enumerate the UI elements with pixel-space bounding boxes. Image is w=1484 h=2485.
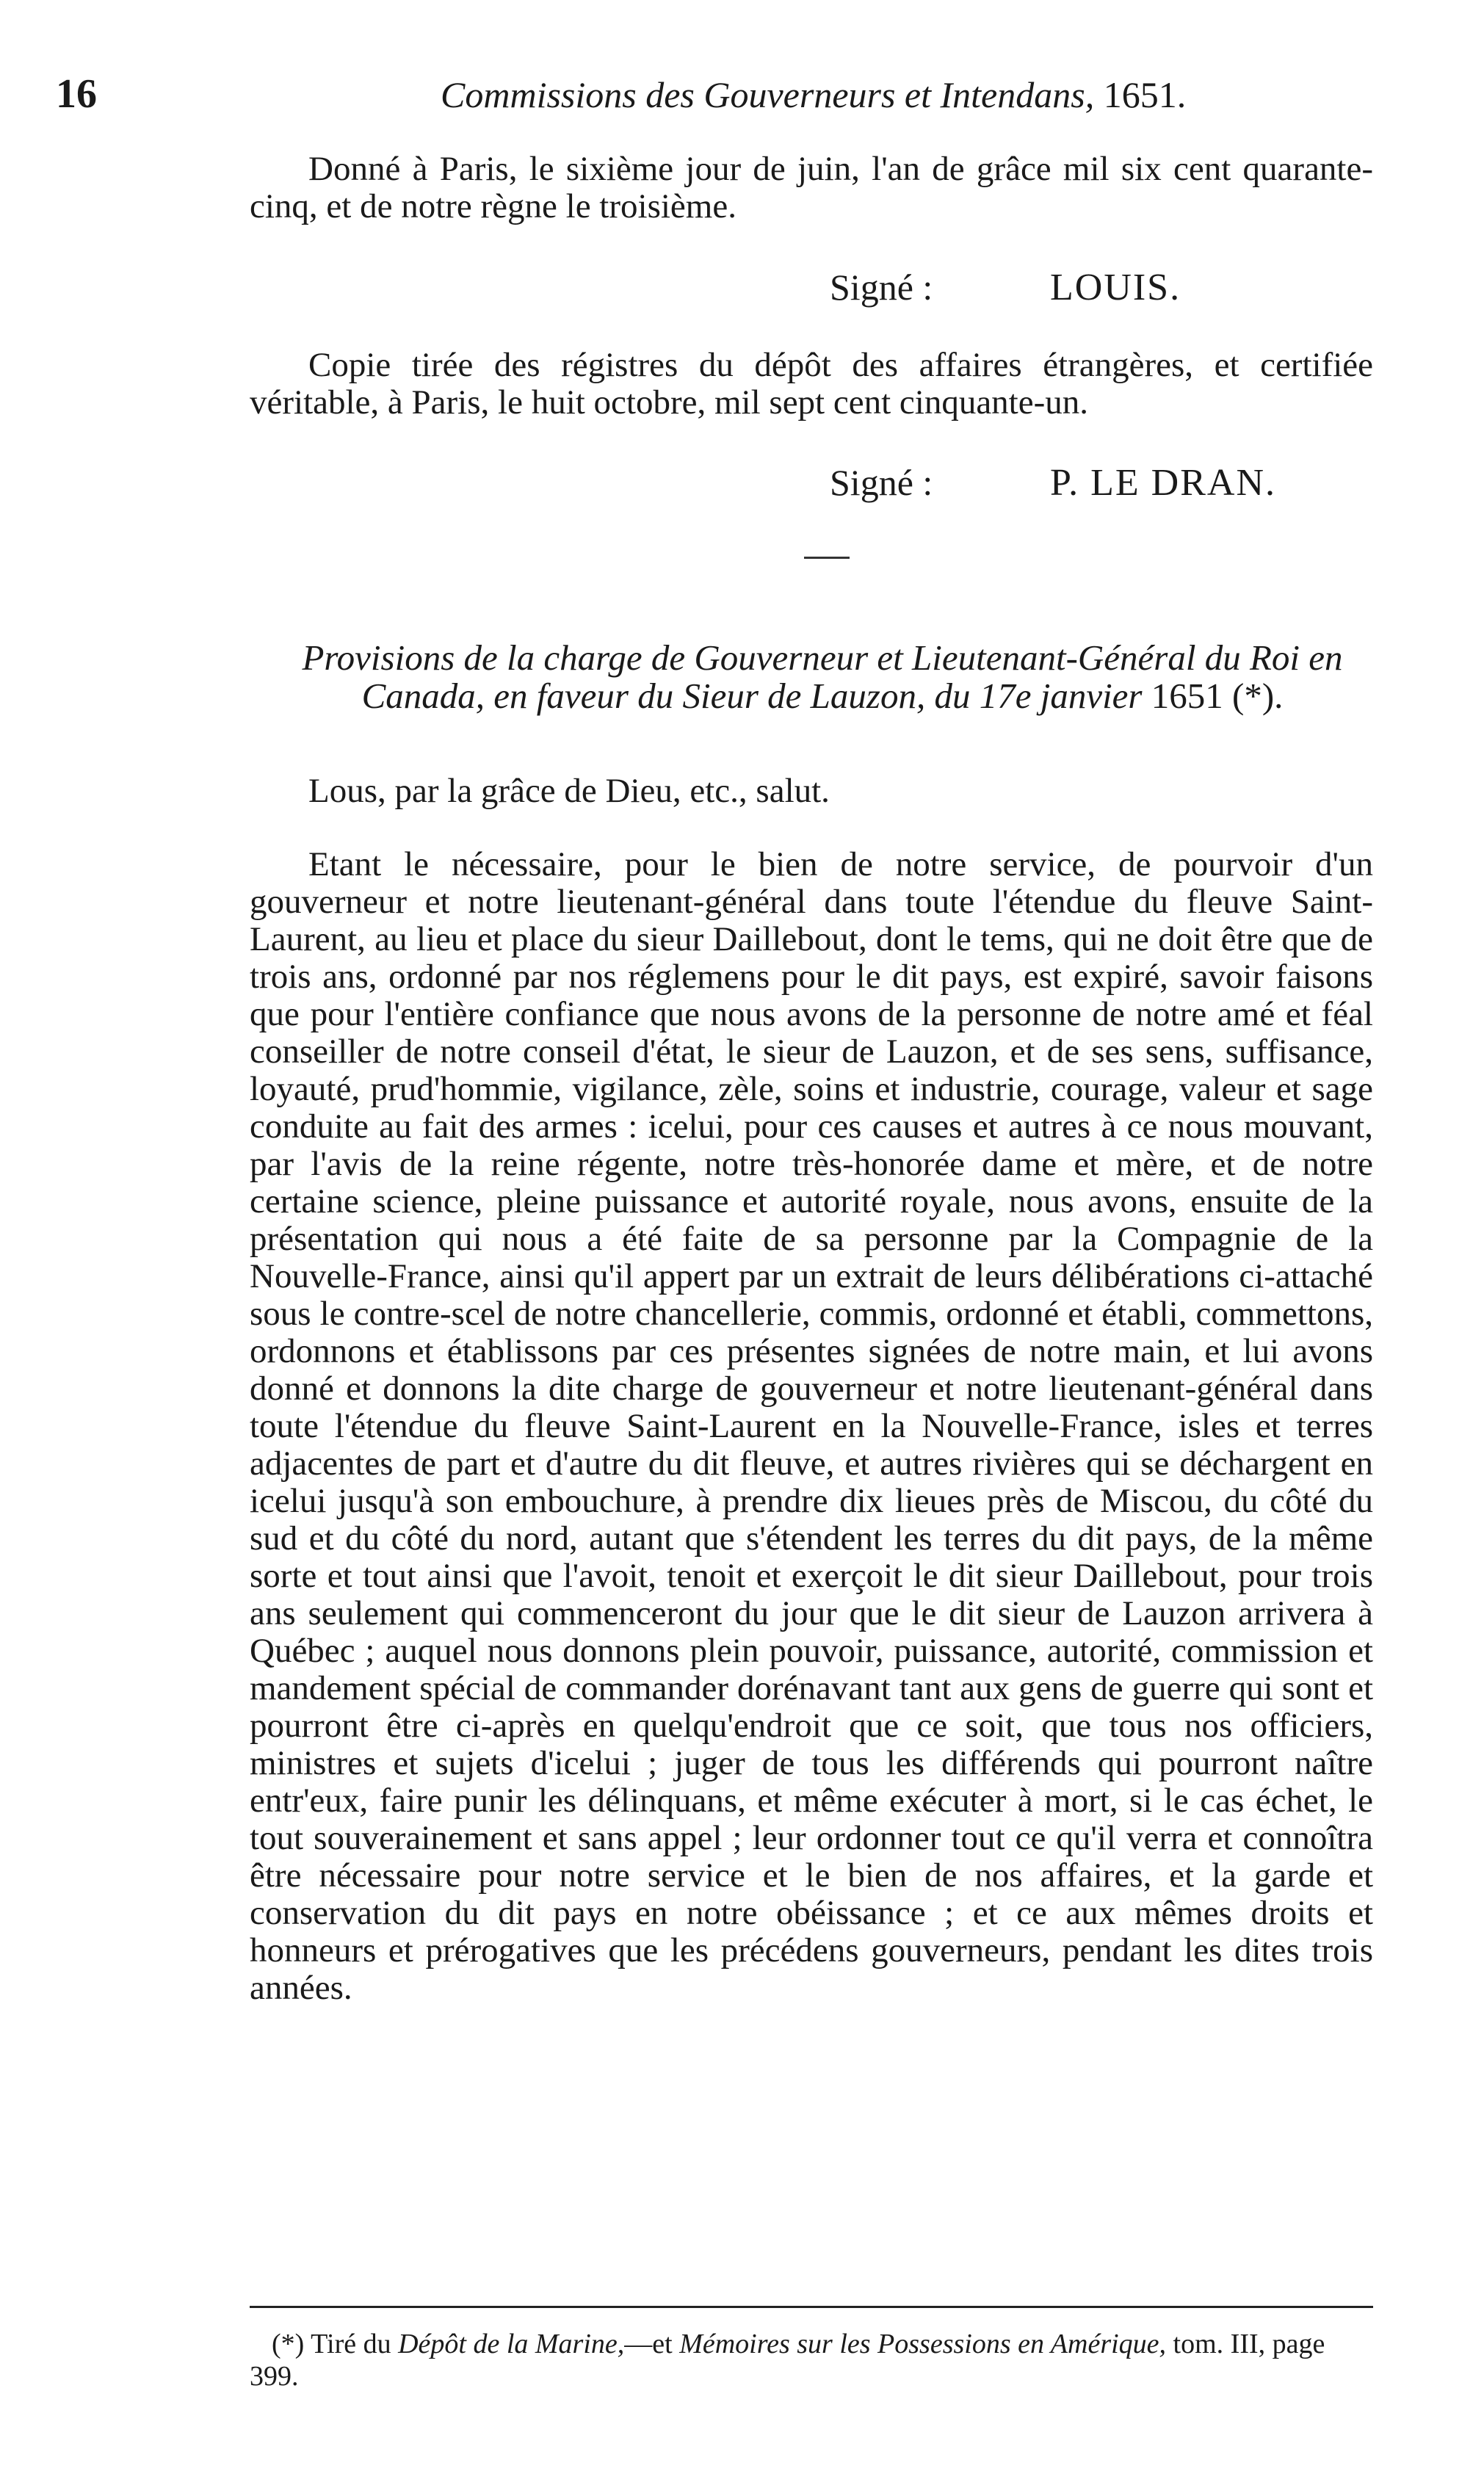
footnote-rule	[250, 2306, 1373, 2308]
signature-le-dran	[830, 461, 1276, 504]
signature-label: Signé :	[830, 462, 933, 503]
document-title	[272, 639, 1373, 715]
running-title-text: Commissions des Gouverneurs et Intendans,	[441, 74, 1095, 115]
running-title	[441, 73, 1186, 116]
signature-label: Signé :	[830, 267, 933, 308]
footnote-source-1: Dépôt de la Marine,	[398, 2329, 625, 2359]
footnote	[250, 2328, 1373, 2392]
body-paragraph: Etant le nécessaire, pour le bien de notre service, de pourvoir d'un gouverneur et notre lieutenant-général dans toute l'étendue du fleuve Saint-Laurent, au lieu et place du sieur Daillebout, dont le tems, qui ne doit être que de trois ans, ordonné par nos réglemens pour le dit pays, est expiré, savoir faisons que pour l'entière confiance que nous avons de la personne de notre amé et féal conseiller de notre conseil d'état, le sieur de Lauzon, et de ses sens, suffisance, loyauté, prud'hommie, vigilance, zèle, soins et industrie, courage, valeur et sage conduite au fait des armes : icelui, pour ces causes et autres à ce nous mouvant, par l'avis de la reine régente, notre très-honorée dame et mère, et de notre certaine science, pleine puissance et autorité royale, nous avons, ensuite de la présentation qui nous a été faite de sa personne par la Compagnie de la Nouvelle-France, ainsi qu'il appert par un extrait de leurs délibérations ci-attaché sous le contre-scel de notre chancellerie, commis, ordonné et établi, commettons, ordonnons et établissons par ces présentes signées de notre main, et lui avons donné et donnons la dite charge de gouverneur et notre lieutenant-général dans toute l'étendue du fleuve Saint-Laurent en la Nouvelle-France, isles et terres adjacentes de part et d'autre du dit fleuve, et autres rivières qui se déchargent en icelui jusqu'à son embouchure, à prendre dix lieues près de Miscou, du côté du sud et du côté du nord, autant que s'étendent les terres du dit pays, de la même sorte et tout ainsi que l'avoit, tenoit et exerçoit le dit sieur Daillebout, pour trois ans seulement qui commenceront du jour que le dit sieur de Lauzon arrivera à Québec ; auquel nous donnons plein pouvoir, puissance, autorité, commission et mandement spécial de commander dorénavant tant aux gens de guerre qui sont et pourront être ci-après en quelqu'endroit que ce soit, que tous nos officiers, ministres et sujets d'icelui ; juger de tous les différends qui pourront naître entr'eux, faire punir les délinquans, et même exécuter à mort, si le cas échet, le tout souverainement et sans appel ; leur ordonner tout ce qu'il verra et connoîtra être nécessaire pour notre service et le bien de nos affaires, et la garde et conservation du dit pays en notre obéissance ; et ce aux mêmes droits et honneurs et prérogatives que les précédens gouverneurs, pendant les dites trois années.	[250, 845, 1373, 2007]
footnote-source-2: Mémoires sur les Possessions en Amérique,	[679, 2329, 1167, 2359]
footnote-marker: (*)	[272, 2329, 305, 2359]
section-separator	[804, 557, 850, 559]
signature-name: P. LE DRAN.	[1050, 462, 1277, 504]
certification-paragraph: Copie tirée des régistres du dépôt des affaires étrangères, et certifiée véritable, à Paris, le huit octobre, mil sept cent cinquante-un.	[250, 346, 1373, 422]
signature-louis	[830, 266, 1181, 309]
document-title-text: Provisions de la charge de Gouverneur et Lieutenant-Général du Roi en Canada, en faveur du Sieur de Lauzon, du 17e janvier	[302, 637, 1343, 716]
running-title-year: 1651.	[1103, 74, 1187, 115]
page-number: 16	[56, 71, 97, 117]
running-head	[0, 70, 1484, 129]
signature-name: LOUIS.	[1050, 267, 1181, 308]
footnote-post: tom. III, page 399.	[250, 2329, 1325, 2392]
dating-line: Donné à Paris, le sixième jour de juin, l'an de grâce mil six cent quarante-cinq, et de notre règne le troisième.	[250, 150, 1373, 225]
footnote-reference: (*).	[1232, 676, 1284, 716]
salutation: Lous, par la grâce de Dieu, etc., salut.	[308, 772, 830, 810]
footnote-joiner: —et	[624, 2329, 673, 2359]
document-title-year: 1651	[1151, 676, 1223, 716]
footnote-pre: Tiré du	[311, 2329, 391, 2359]
